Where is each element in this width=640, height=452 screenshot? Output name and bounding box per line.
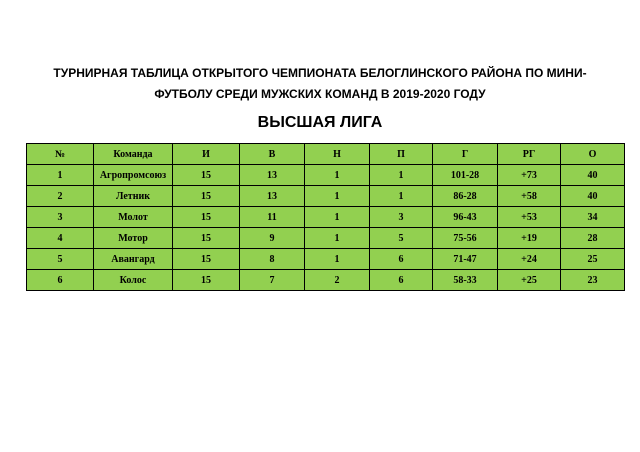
cell-goal-difference: +58 bbox=[498, 186, 561, 207]
cell-losses: 6 bbox=[370, 249, 433, 270]
cell-number: 2 bbox=[27, 186, 94, 207]
league-subtitle: ВЫСШАЯ ЛИГА bbox=[257, 114, 383, 131]
cell-wins: 8 bbox=[240, 249, 305, 270]
cell-team: Колос bbox=[94, 270, 173, 291]
cell-losses: 1 bbox=[370, 165, 433, 186]
standings-table bbox=[26, 143, 625, 291]
table-row bbox=[27, 186, 625, 207]
table-row bbox=[27, 207, 625, 228]
cell-team: Мотор bbox=[94, 228, 173, 249]
cell-losses: 3 bbox=[370, 207, 433, 228]
cell-number: 1 bbox=[27, 165, 94, 186]
cell-wins: 9 bbox=[240, 228, 305, 249]
page-title-line-1: ТУРНИРНАЯ ТАБЛИЦА ОТКРЫТОГО ЧЕМПИОНАТА БЕЛОГЛИНСКОГО РАЙОНА ПО МИНИ- bbox=[53, 66, 587, 80]
cell-draws: 1 bbox=[305, 249, 370, 270]
cell-goal-difference: +73 bbox=[498, 165, 561, 186]
cell-draws: 2 bbox=[305, 270, 370, 291]
cell-losses: 1 bbox=[370, 186, 433, 207]
cell-games: 15 bbox=[173, 270, 240, 291]
table-row bbox=[27, 228, 625, 249]
cell-losses: 6 bbox=[370, 270, 433, 291]
cell-games: 15 bbox=[173, 186, 240, 207]
header-goal-difference: РГ bbox=[498, 144, 561, 165]
cell-team: Авангард bbox=[94, 249, 173, 270]
table-row bbox=[27, 249, 625, 270]
header-draws: Н bbox=[305, 144, 370, 165]
header-number: № bbox=[27, 144, 94, 165]
cell-goal-difference: +19 bbox=[498, 228, 561, 249]
header-games: И bbox=[173, 144, 240, 165]
header-team: Команда bbox=[94, 144, 173, 165]
cell-team: Летник bbox=[94, 186, 173, 207]
cell-points: 40 bbox=[561, 165, 625, 186]
cell-games: 15 bbox=[173, 165, 240, 186]
cell-wins: 13 bbox=[240, 186, 305, 207]
cell-wins: 11 bbox=[240, 207, 305, 228]
cell-points: 34 bbox=[561, 207, 625, 228]
cell-points: 23 bbox=[561, 270, 625, 291]
cell-points: 25 bbox=[561, 249, 625, 270]
header-points: О bbox=[561, 144, 625, 165]
cell-goals: 86-28 bbox=[433, 186, 498, 207]
cell-goal-difference: +24 bbox=[498, 249, 561, 270]
cell-number: 6 bbox=[27, 270, 94, 291]
cell-team: Молот bbox=[94, 207, 173, 228]
table-row bbox=[27, 165, 625, 186]
cell-goals: 96-43 bbox=[433, 207, 498, 228]
cell-goal-difference: +53 bbox=[498, 207, 561, 228]
cell-games: 15 bbox=[173, 249, 240, 270]
cell-goals: 71-47 bbox=[433, 249, 498, 270]
header-goals: Г bbox=[433, 144, 498, 165]
page-title-line-2: ФУТБОЛУ СРЕДИ МУЖСКИХ КОМАНД В 2019-2020 ГОДУ bbox=[154, 87, 486, 101]
cell-draws: 1 bbox=[305, 165, 370, 186]
cell-number: 3 bbox=[27, 207, 94, 228]
header-wins: В bbox=[240, 144, 305, 165]
cell-goal-difference: +25 bbox=[498, 270, 561, 291]
cell-points: 40 bbox=[561, 186, 625, 207]
cell-team: Агропромсоюз bbox=[94, 165, 173, 186]
cell-losses: 5 bbox=[370, 228, 433, 249]
header-losses: П bbox=[370, 144, 433, 165]
cell-draws: 1 bbox=[305, 186, 370, 207]
cell-goals: 101-28 bbox=[433, 165, 498, 186]
cell-draws: 1 bbox=[305, 228, 370, 249]
table-header-row bbox=[27, 144, 625, 165]
cell-draws: 1 bbox=[305, 207, 370, 228]
table-row bbox=[27, 270, 625, 291]
cell-number: 5 bbox=[27, 249, 94, 270]
cell-games: 15 bbox=[173, 207, 240, 228]
cell-wins: 7 bbox=[240, 270, 305, 291]
cell-points: 28 bbox=[561, 228, 625, 249]
cell-goals: 58-33 bbox=[433, 270, 498, 291]
cell-games: 15 bbox=[173, 228, 240, 249]
cell-goals: 75-56 bbox=[433, 228, 498, 249]
cell-wins: 13 bbox=[240, 165, 305, 186]
cell-number: 4 bbox=[27, 228, 94, 249]
